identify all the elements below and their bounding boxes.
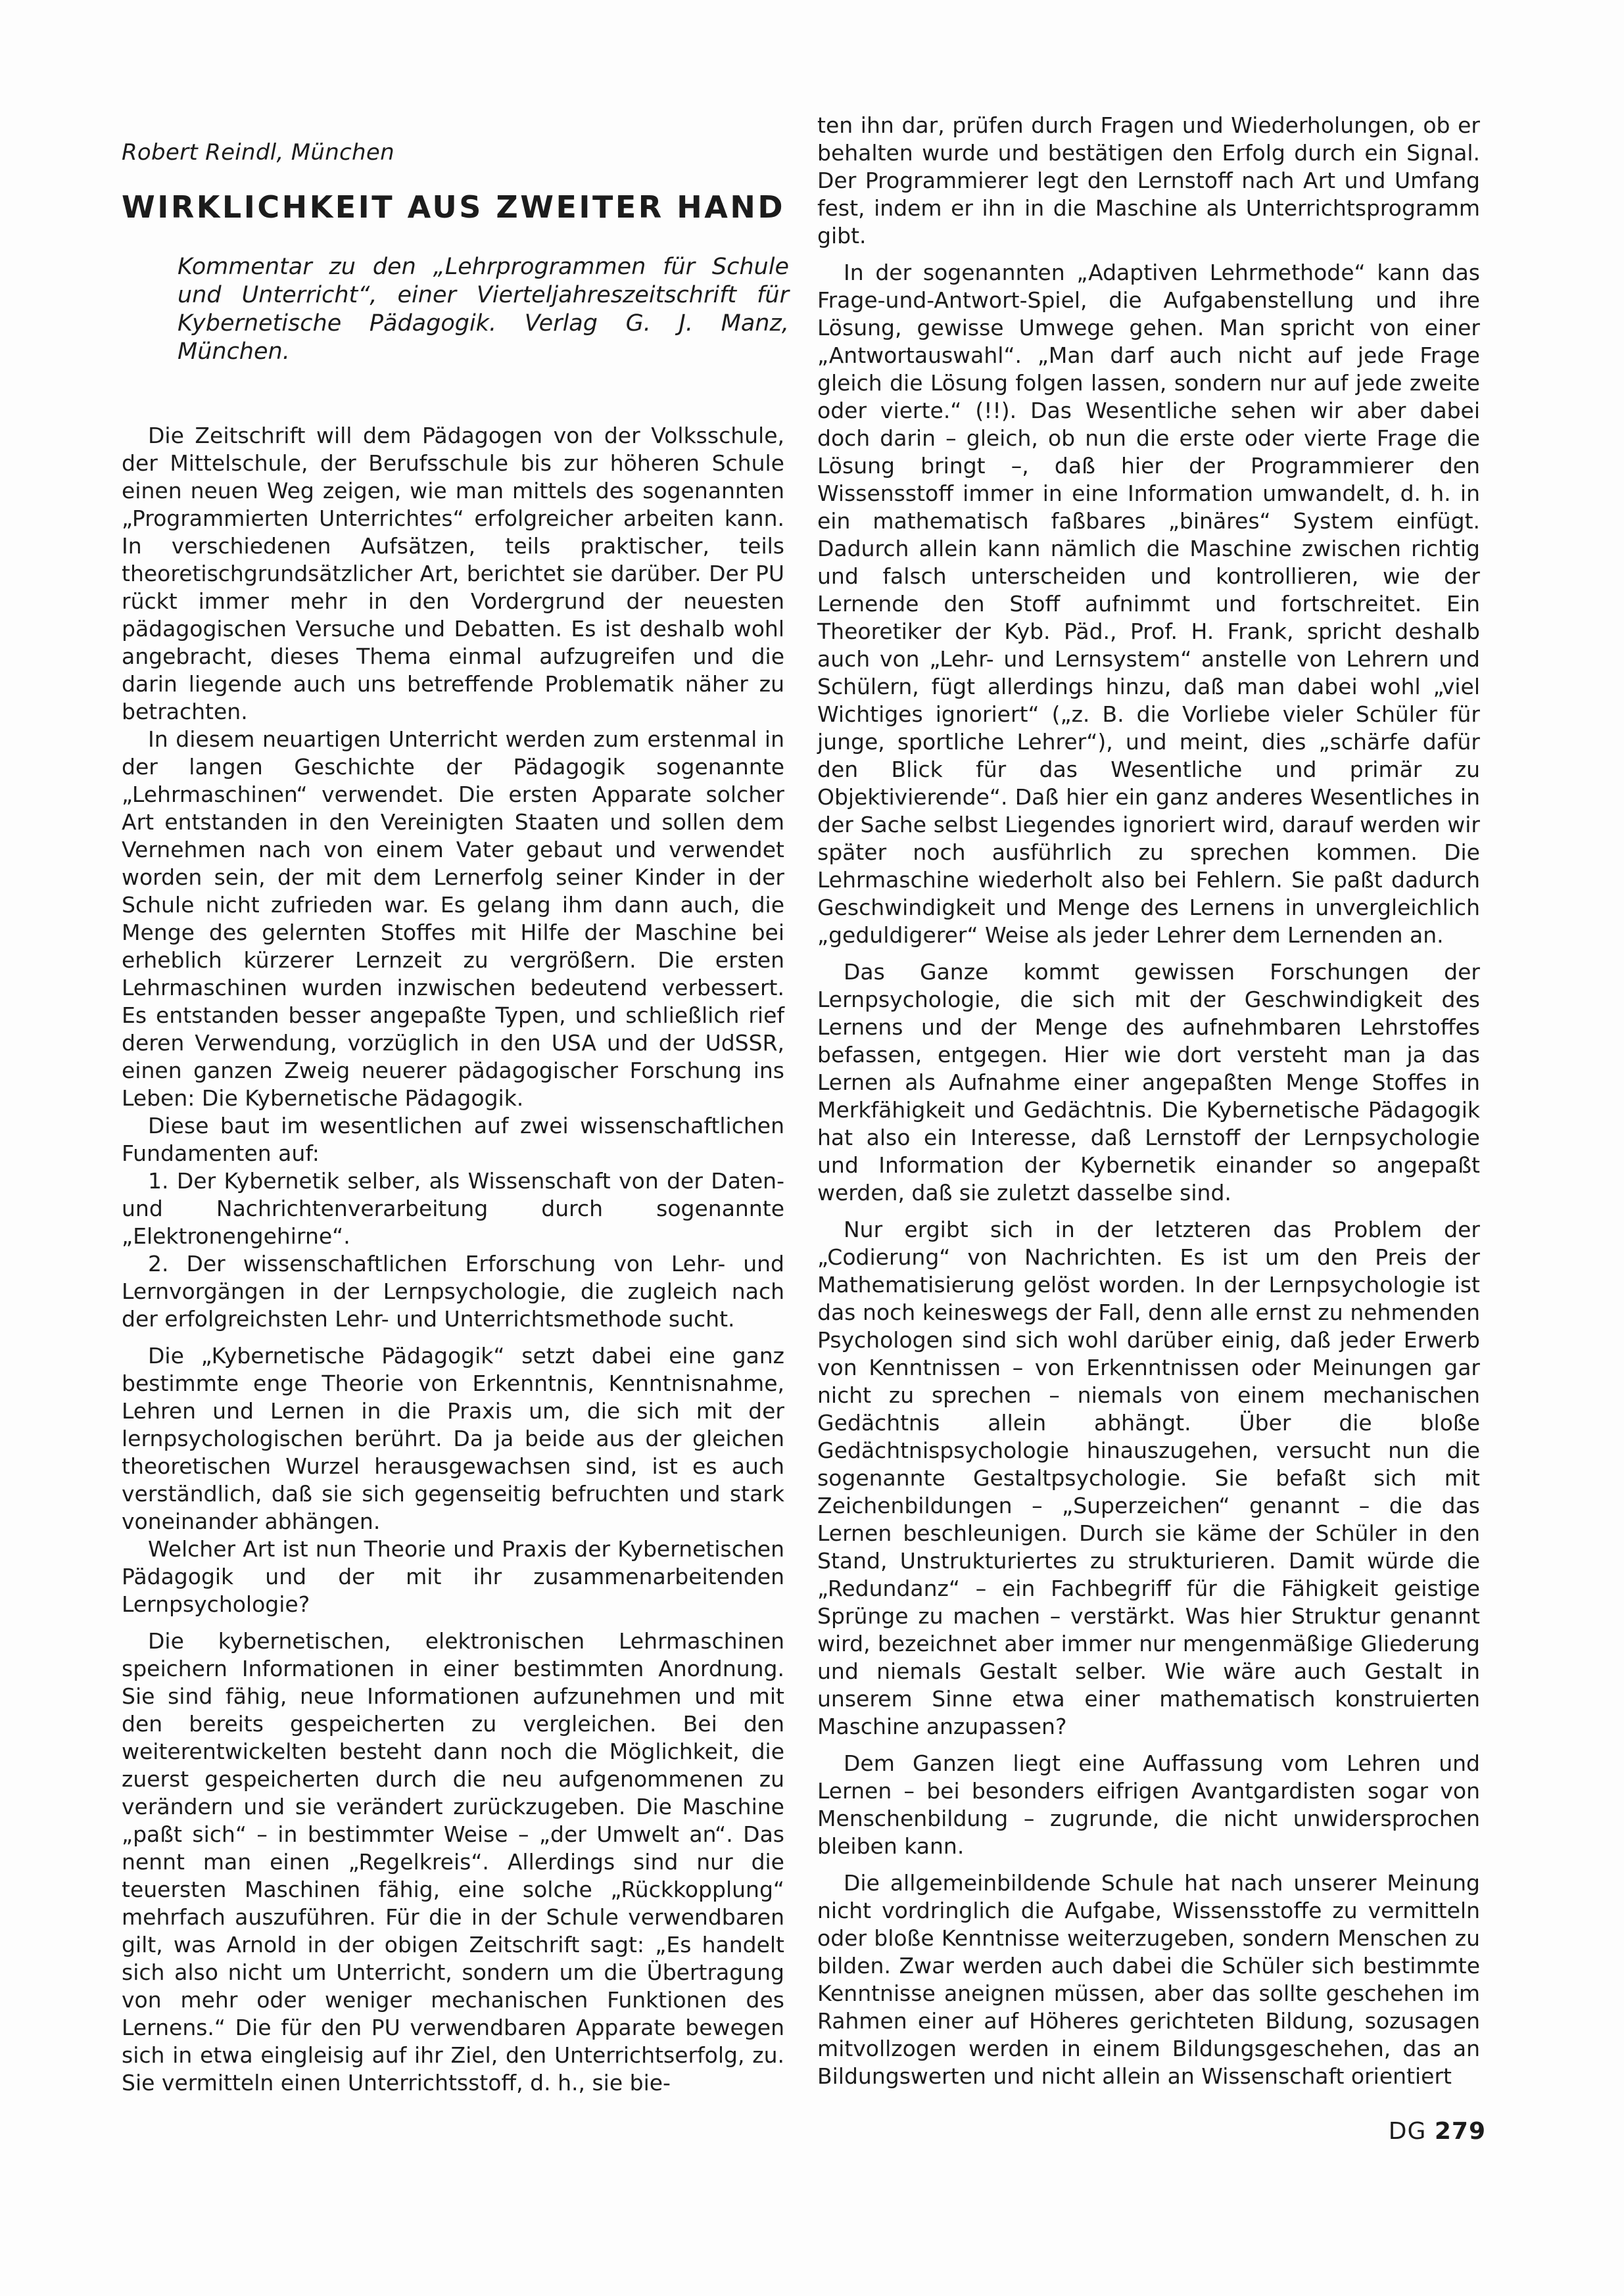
journal-abbrev: DG <box>1388 2118 1427 2145</box>
paragraph: 2. Der wissenschaftlichen Erforschung von Lehr- und Lernvorgängen in der Lernpsychologie, die zugleich nach der erfolgreichsten Lehr- und Unterrichtsmethode sucht. <box>122 1251 784 1332</box>
article-title: WIRKLICHKEIT AUS ZWEITER HAND <box>122 189 786 225</box>
article-subtitle: Kommentar zu den „Lehrprogrammen für Schule und Unterricht“, einer Vierteljahreszeitschrift für Kybernetische Pädagogik. Verlag G. J. Manz, München. <box>178 254 789 365</box>
paragraph: Das Ganze kommt gewissen Forschungen der Lernpsychologie, die sich mit der Geschwindigkeit des Lernens und der Menge des aufnehmbaren Lehrstoffes befassen, entgegen. Hier wie dort versteht man ja das Lernen als Aufnahme einer angepaßten Menge Stoffes in Merkfähigkeit und Gedächtnis. Die Kybernetische Pädagogik hat also ein Interesse, daß Lernstoff der Lernpsychologie und Information der Kybernetik einander so angepaßt werden, daß sie zuletzt dasselbe sind. <box>817 959 1480 1206</box>
paragraph: Dem Ganzen liegt eine Auffassung vom Lehren und Lernen – bei besonders eifrigen Avantgardisten sogar von Menschenbildung – zugrunde, die nicht unwidersprochen bleiben kann. <box>817 1750 1480 1859</box>
paragraph: ten ihn dar, prüfen durch Fragen und Wiederholungen, ob er behalten wurde und bestätigen den Erfolg durch ein Signal. Der Programmierer legt den Lernstoff nach Art und Umfang fest, indem er ihn in die Maschine als Unterrichtsprogramm gibt. <box>817 112 1480 248</box>
page-footer <box>1389 2118 1486 2145</box>
paragraph: Welcher Art ist nun Theorie und Praxis der Kybernetischen Pädagogik und der mit ihr zusammenarbeitenden Lernpsychologie? <box>122 1536 784 1617</box>
paragraph: Diese baut im wesentlichen auf zwei wissenschaftlichen Fundamenten auf: <box>122 1113 784 1166</box>
paragraph: Die allgemeinbildende Schule hat nach unserer Meinung nicht vordringlich die Aufgabe, Wissensstoffe zu vermitteln oder bloße Kenntnisse weiterzugeben, sondern Menschen zu bilden. Zwar werden auch dabei die Schüler sich bestimmte Kenntnisse aneignen müssen, aber das sollte geschehen im Rahmen einer auf Höheres gerichteten Bildung, sozusagen mitvollzogen werden in einem Bildungsgeschehen, das an Bildungswerten und nicht allein an Wissenschaft orientiert <box>817 1870 1480 2089</box>
right-column <box>817 112 1480 2090</box>
author-line: Robert Reindl, München <box>122 139 394 166</box>
page-number: 279 <box>1434 2118 1486 2145</box>
paragraph: Die kybernetischen, elektronischen Lehrmaschinen speichern Informationen in einer bestimmten Anordnung. Sie sind fähig, neue Informationen aufzunehmen und mit den bereits gespeicherten zu vergleichen. Bei den weiterentwickelten besteht dann noch die Möglichkeit, die zuerst gespeicherten durch die neu aufgenommenen zu verändern und sie verändert zurückzugeben. Die Maschine „paßt sich“ – in bestimmter Weise – „der Umwelt an“. Das nennt man einen „Regelkreis“. Allerdings sind nur die teuersten Maschinen fähig, eine solche „Rückkopplung“ mehrfach auszuführen. Für die in der Schule verwendbaren gilt, was Arnold in der obigen Zeitschrift sagt: „Es handelt sich also nicht um Unterricht, sondern um die Übertragung von mehr oder weniger mechanischen Funktionen des Lernens.“ Die für den PU verwendbaren Apparate bewegen sich in etwa eingleisig auf ihr Ziel, den Unterrichtserfolg, zu. Sie vermitteln einen Unterrichtsstoff, d. h., sie bie- <box>122 1628 784 2096</box>
paragraph: 1. Der Kybernetik selber, als Wissenschaft von der Daten- und Nachrichtenverarbeitung durch sogenannte „Elektronengehirne“. <box>122 1168 784 1249</box>
paragraph: Die „Kybernetische Pädagogik“ setzt dabei eine ganz bestimmte enge Theorie von Erkenntnis, Kenntnisnahme, Lehren und Lernen in die Praxis um, die sich mit der lernpsychologischen berührt. Da ja beide aus der gleichen theoretischen Wurzel herausgewachsen sind, ist es auch verständlich, daß sie sich gegenseitig befruchten und stark voneinander abhängen. <box>122 1343 784 1534</box>
left-column <box>122 422 784 2097</box>
paragraph: In der sogenannten „Adaptiven Lehrmethode“ kann das Frage-und-Antwort-Spiel, die Aufgabenstellung und ihre Lösung, gewisse Umwege gehen. Man spricht von einer „Antwortauswahl“. „Man darf auch nicht auf jede Frage gleich die Lösung folgen lassen, sondern nur auf jede zweite oder vierte.“ (!!). Das Wesentliche sehen wir aber dabei doch darin – gleich, ob nun die erste oder vierte Frage die Lösung bringt –, daß hier der Programmierer den Wissensstoff immer in eine Information umwandelt, d. h. in ein mathematisch faßbares „binäres“ System einfügt. Dadurch allein kann nämlich die Maschine zwischen richtig und falsch unterscheiden und kontrollieren, wie der Lernende den Stoff aufnimmt und fortschreitet. Ein Theoretiker der Kyb. Päd., Prof. H. Frank, spricht deshalb auch von „Lehr- und Lernsystem“ anstelle von Lehrern und Schülern, fügt allerdings hinzu, daß man dabei wohl „viel Wichtiges ignoriert“ („z. B. die Vorliebe vieler Schüler für junge, sportliche Lehrer“), und meint, dies „schärfe dafür den Blick für das Wesentliche und primär zu Objektivierende“. Daß hier ein ganz anderes Wesentliches in der Sache selbst Liegendes ignoriert wird, darauf werden wir später noch ausführlich zu sprechen kommen. Die Lehrmaschine wiederholt also bei Fehlern. Sie paßt dadurch Geschwindigkeit und Menge des Lernens in unvergleichlich „geduldigerer“ Weise als jeder Lehrer dem Lernenden an. <box>817 260 1480 948</box>
paragraph: Die Zeitschrift will dem Pädagogen von der Volksschule, der Mittelschule, der Berufsschule bis zur höheren Schule einen neuen Weg zeigen, wie man mittels des sogenannten „Programmierten Unterrichtes“ erfolgreicher arbeiten kann. In verschiedenen Aufsätzen, teils praktischer, teils theoretischgrundsätzlicher Art, berichtet sie darüber. Der PU rückt immer mehr in den Vordergrund der neuesten pädagogischen Versuche und Debatten. Es ist deshalb wohl angebracht, dieses Thema einmal aufzugreifen und die darin liegende auch uns betreffende Problematik näher zu betrachten. <box>122 423 784 724</box>
paragraph: In diesem neuartigen Unterricht werden zum erstenmal in der langen Geschichte der Pädagogik sogenannte „Lehrmaschinen“ verwendet. Die ersten Apparate solcher Art entstanden in den Vereinigten Staaten und sollen dem Vernehmen nach von einem Vater gebaut und verwendet worden sein, der mit dem Lernerfolg seiner Kinder in der Schule nicht zufrieden war. Es gelang ihm dann auch, die Menge des gelernten Stoffes mit Hilfe der Maschine bei erheblich kürzerer Lernzeit zu vergrößern. Die ersten Lehrmaschinen wurden inzwischen bedeutend verbessert. Es entstanden besser angepaßte Typen, und schließlich rief deren Verwendung, vorzüglich in den USA und der UdSSR, einen ganzen Zweig neuerer pädagogischer Forschung ins Leben: Die Kybernetische Pädagogik. <box>122 726 784 1111</box>
paragraph: Nur ergibt sich in der letzteren das Problem der „Codierung“ von Nachrichten. Es ist um den Preis der Mathematisierung gelöst worden. In der Lernpsychologie ist das noch keineswegs der Fall, denn alle ernst zu nehmenden Psychologen sind sich wohl darüber einig, daß jeder Erwerb von Kenntnissen – von Erkenntnissen oder Meinungen gar nicht zu sprechen – niemals von einem mechanischen Gedächtnis allein abhängt. Über die bloße Gedächtnispsychologie hinauszugehen, versucht nun die sogenannte Gestaltpsychologie. Sie befaßt sich mit Zeichenbildungen – „Superzeichen“ genannt – die das Lernen beschleunigen. Durch sie käme der Schüler in den Stand, Unstrukturiertes zu strukturieren. Damit würde die „Redundanz“ – ein Fachbegriff für die Fähigkeit geistige Sprünge zu machen – verstärkt. Was hier Struktur genannt wird, bezeichnet aber immer nur mengenmäßige Gliederung und niemals Gestalt selber. Wie wäre auch Gestalt in unserem Sinne etwa einer mathematisch konstruierten Maschine anzupassen? <box>817 1217 1480 1739</box>
